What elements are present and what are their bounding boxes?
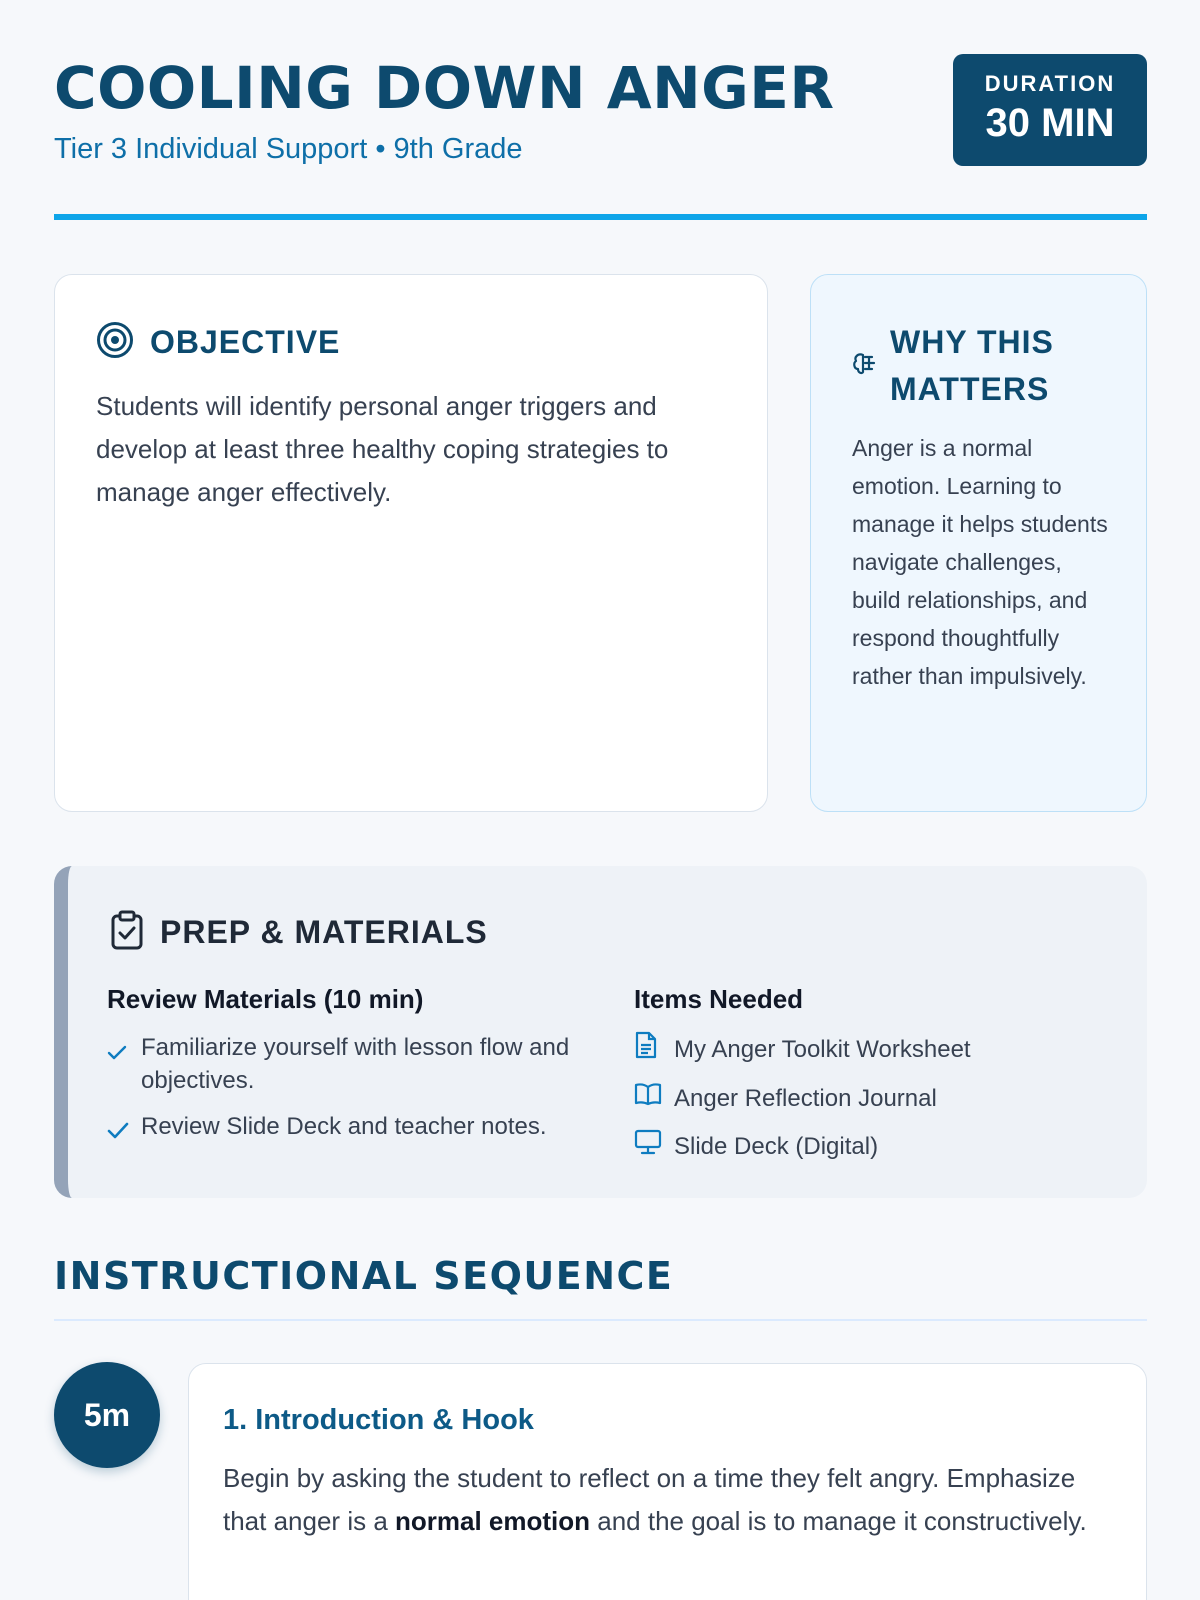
review-materials-column <box>107 984 577 1162</box>
lesson-plan-page <box>54 0 1147 1536</box>
needed-item-text: Slide Deck (Digital) <box>674 1133 879 1160</box>
page-title: COOLING DOWN ANGER <box>54 54 835 122</box>
duration-label: DURATION <box>984 71 1116 96</box>
step-text-after: and the goal is to manage it constructively. <box>590 1506 1087 1536</box>
sequence-heading: INSTRUCTIONAL SEQUENCE <box>54 1254 674 1298</box>
needed-item <box>634 1082 1104 1115</box>
sequence-divider <box>54 1319 1147 1321</box>
step-text-before: Begin by asking the student to reflect on a time they felt angry. Emphasize that anger is a <box>223 1463 1076 1536</box>
objective-heading: OBJECTIVE <box>150 324 341 360</box>
review-item <box>107 1031 577 1097</box>
objective-header <box>96 321 340 364</box>
check-icon <box>107 1031 141 1070</box>
prep-header <box>110 910 488 955</box>
step-card <box>188 1363 1147 1600</box>
header <box>54 0 1147 220</box>
needed-item <box>634 1031 1104 1068</box>
step-title: 1. Introduction & Hook <box>223 1404 534 1436</box>
prep-heading: PREP & MATERIALS <box>160 914 488 950</box>
page-subtitle: Tier 3 Individual Support • 9th Grade <box>54 133 523 165</box>
items-needed-column <box>634 984 1104 1178</box>
review-item-text: Familiarize yourself with lesson flow and objectives. <box>141 1034 570 1094</box>
review-heading: Review Materials (10 min) <box>107 984 424 1014</box>
duration-value: 30 MIN <box>985 101 1115 145</box>
step-time-badge: 5m <box>54 1362 160 1468</box>
objective-text: Students will identify personal anger triggers and develop at least three healthy coping strategies to manage anger effectively. <box>96 391 669 507</box>
review-item-text: Review Slide Deck and teacher notes. <box>141 1113 547 1140</box>
why-text: Anger is a normal emotion. Learning to manage it helps students navigate challenges, build relationships, and respond thoughtfully rather than impulsively. <box>852 435 1108 689</box>
clipboard-check-icon <box>110 910 144 955</box>
step-text-emphasis: normal emotion <box>395 1506 591 1536</box>
why-this-matters-card <box>810 274 1147 812</box>
target-icon <box>96 321 134 364</box>
step-description <box>223 1457 1123 1543</box>
why-heading: WHY THIS MATTERS <box>890 324 1054 407</box>
needed-item <box>634 1129 1104 1164</box>
needed-item-text: Anger Reflection Journal <box>674 1085 937 1112</box>
prep-materials-section <box>54 866 1147 1198</box>
review-item <box>107 1110 577 1149</box>
objective-card <box>54 274 768 812</box>
brain-icon <box>852 351 876 382</box>
why-header <box>852 319 1110 413</box>
items-heading: Items Needed <box>634 984 804 1014</box>
document-icon <box>634 1031 674 1068</box>
duration-badge <box>953 54 1147 166</box>
monitor-icon <box>634 1129 674 1164</box>
book-icon <box>634 1082 674 1115</box>
header-divider <box>54 214 1147 220</box>
needed-item-text: My Anger Toolkit Worksheet <box>674 1036 971 1063</box>
check-icon <box>107 1110 141 1149</box>
